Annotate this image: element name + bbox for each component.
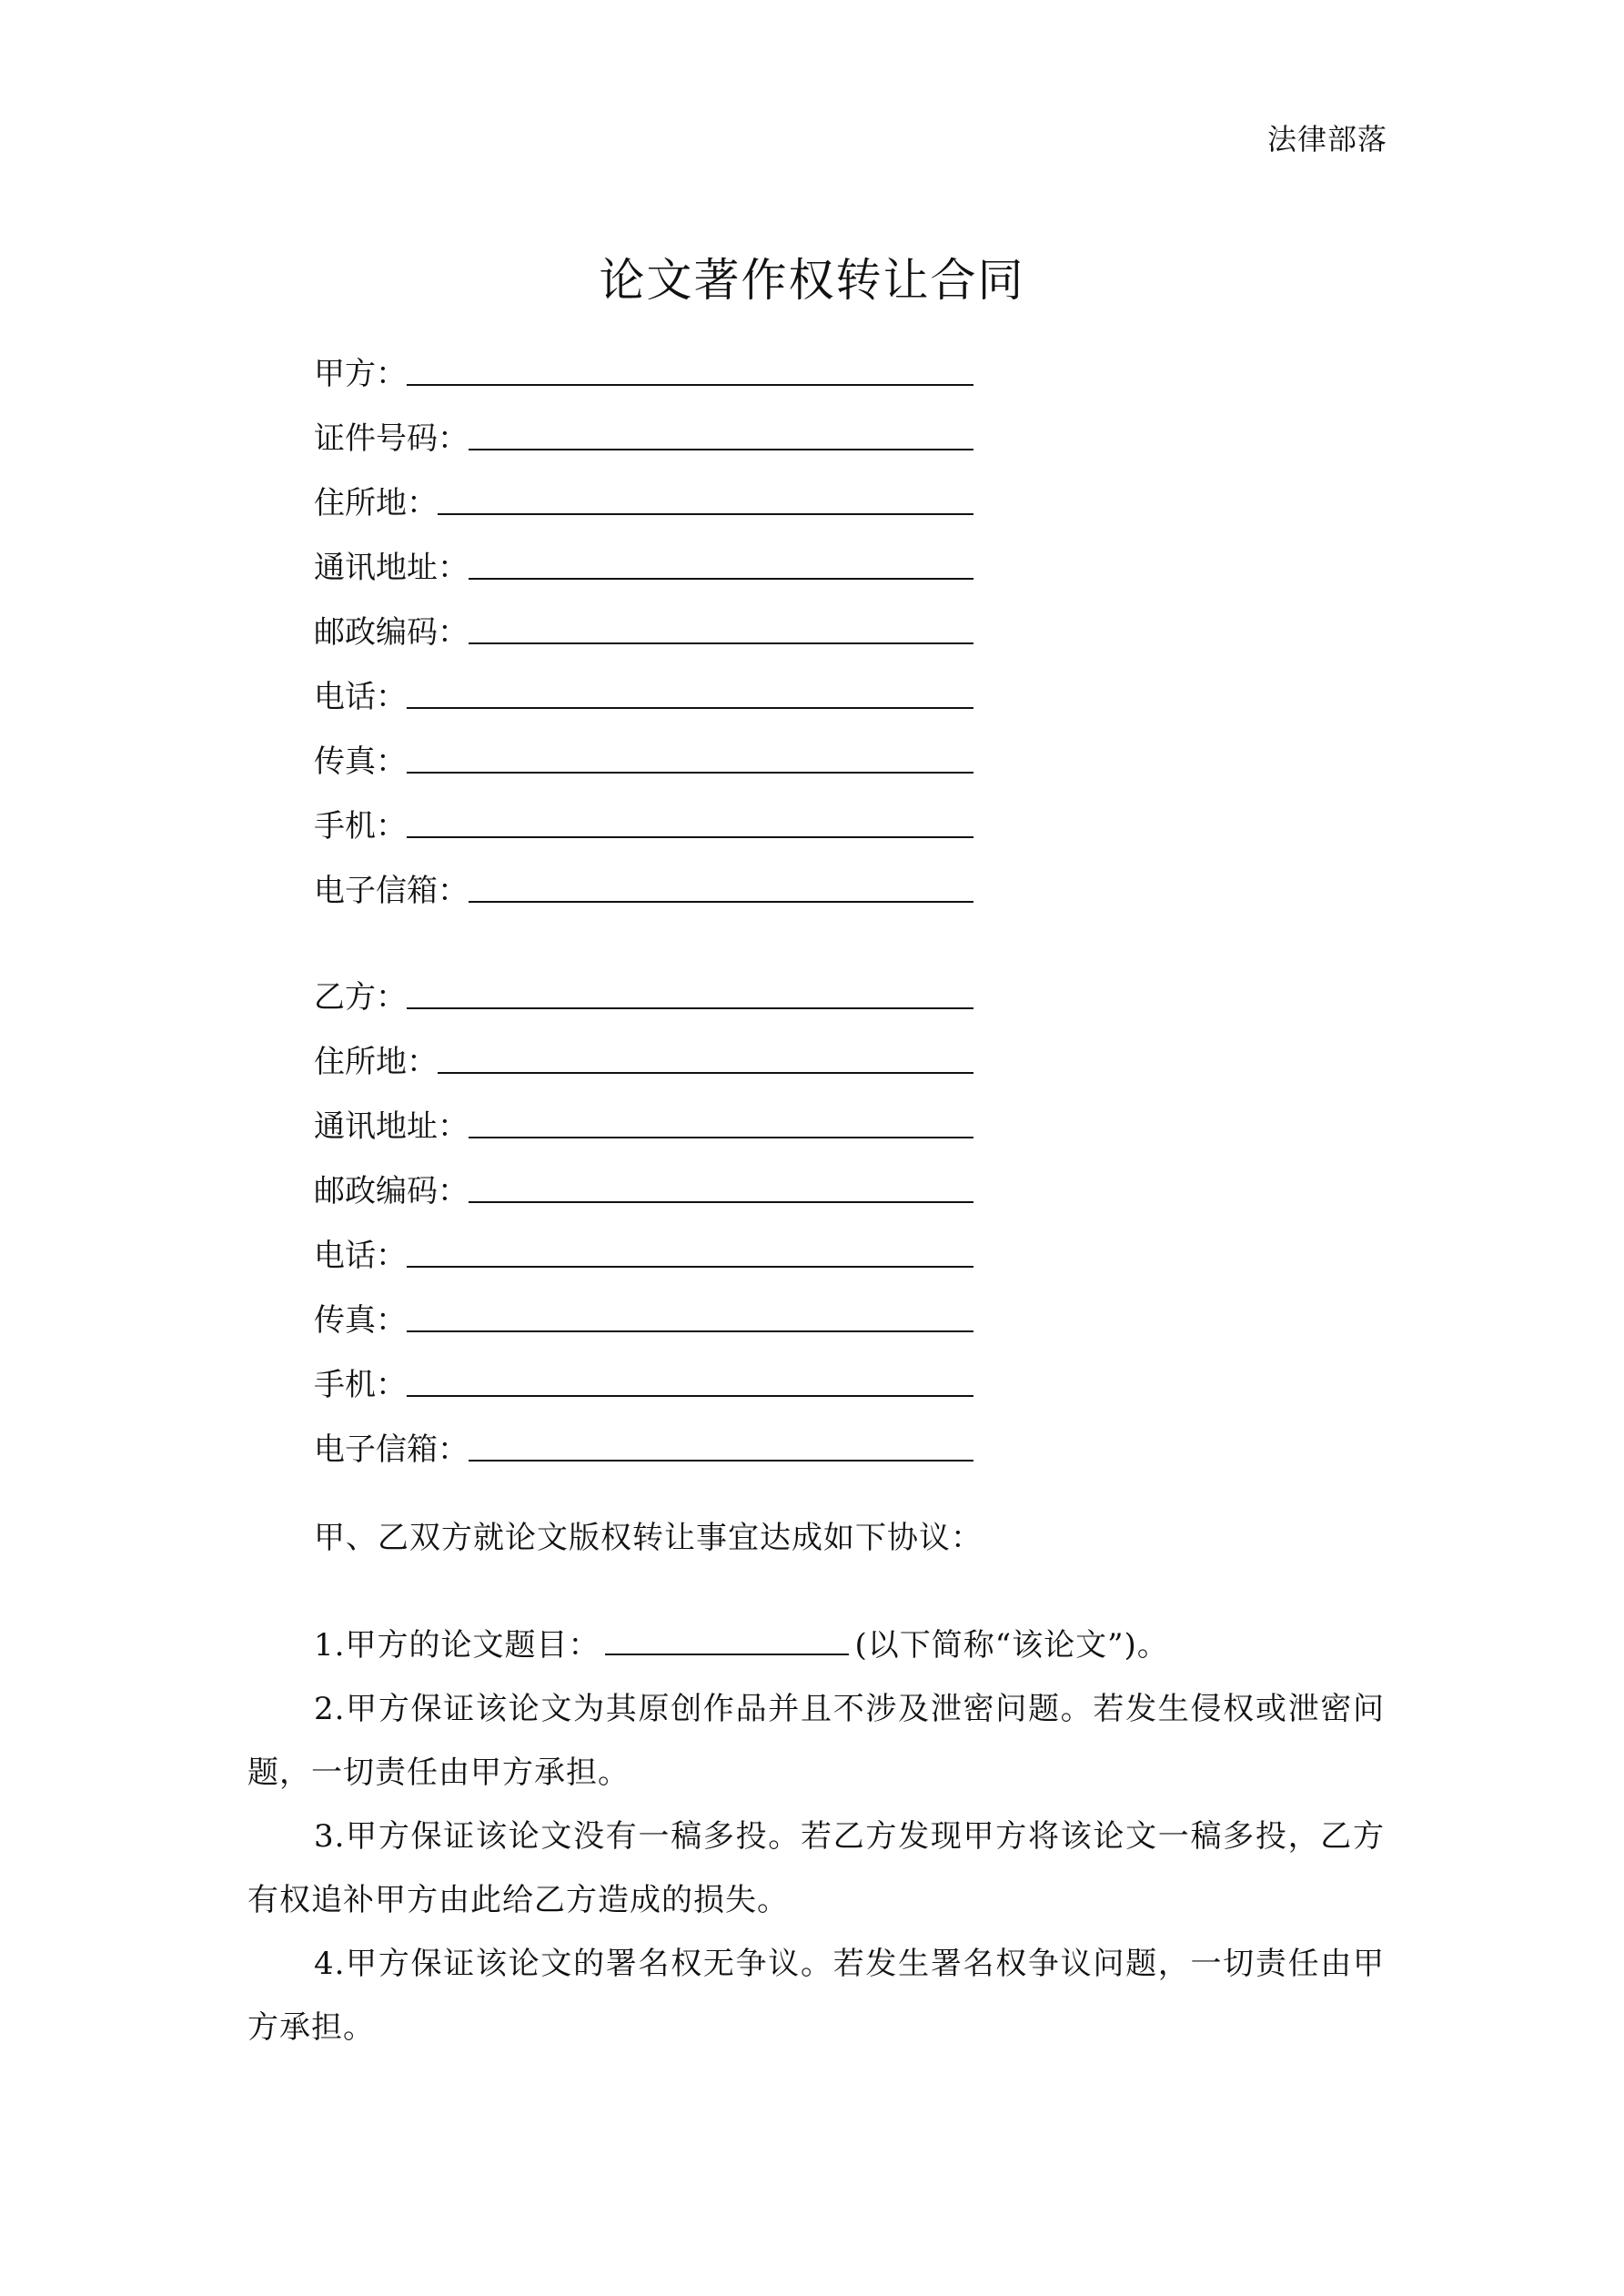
party-b-phone-row	[314, 1209, 973, 1274]
party-b-phone-label: 电话：	[314, 1238, 407, 1274]
party-b-postcode-field[interactable]	[469, 1178, 973, 1203]
party-a-phone-row	[314, 651, 973, 715]
party-a-address-label: 通讯地址：	[314, 550, 469, 586]
party-b-address-label: 通讯地址：	[314, 1108, 469, 1145]
party-b-postcode-label: 邮政编码：	[314, 1173, 469, 1209]
clause-4: 4.甲方保证该论文的署名权无争议。若发生署名权争议问题，一切责任由甲方承担。	[247, 1946, 1385, 2046]
party-b-mobile-label: 手机：	[314, 1367, 407, 1403]
party-a-email-label: 电子信箱：	[314, 873, 469, 909]
party-a-mobile-field[interactable]	[407, 813, 973, 838]
party-a-domicile-field[interactable]	[438, 490, 973, 515]
party-b-address-field[interactable]	[469, 1113, 973, 1138]
thesis-title-field[interactable]	[605, 1630, 849, 1655]
party-b-fax-field[interactable]	[407, 1307, 973, 1332]
agreement-intro: 甲、乙双方就论文版权转让事宜达成如下协议：	[314, 1520, 983, 1556]
party-a-mobile-row	[314, 780, 973, 845]
party-b-email-field[interactable]	[469, 1436, 973, 1462]
party-a-domicile-row	[314, 457, 973, 521]
party-a-phone-field[interactable]	[407, 683, 973, 709]
party-b-address-row	[314, 1080, 973, 1145]
party-b-name-label: 乙方：	[314, 979, 407, 1016]
party-a-fax-label: 传真：	[314, 743, 407, 780]
party-a-postcode-field[interactable]	[469, 619, 973, 644]
party-a-id-row	[314, 392, 973, 457]
party-a-email-row	[314, 845, 973, 909]
party-a-id-field[interactable]	[469, 425, 973, 450]
clauses-section	[247, 1613, 1385, 2059]
party-b-email-label: 电子信箱：	[314, 1431, 469, 1468]
clause-2: 2.甲方保证该论文为其原创作品并且不涉及泄密问题。若发生侵权或泄密问题，一切责任由甲方承担。	[247, 1691, 1385, 1791]
party-a-address-field[interactable]	[469, 554, 973, 580]
party-a-block	[314, 328, 973, 909]
party-a-email-field[interactable]	[469, 877, 973, 903]
party-a-mobile-label: 手机：	[314, 808, 407, 845]
party-b-block	[314, 951, 973, 1468]
party-b-email-row	[314, 1403, 973, 1468]
clause-3: 3.甲方保证该论文没有一稿多投。若乙方发现甲方将该论文一稿多投，乙方有权追补甲方由此给乙方造成的损失。	[247, 1818, 1385, 1918]
party-b-domicile-row	[314, 1016, 973, 1080]
party-b-phone-field[interactable]	[407, 1242, 973, 1268]
party-b-name-field[interactable]	[407, 984, 973, 1009]
party-b-mobile-field[interactable]	[407, 1371, 973, 1397]
party-a-fax-field[interactable]	[407, 748, 973, 774]
party-a-domicile-label: 住所地：	[314, 485, 438, 521]
party-a-name-label: 甲方：	[314, 356, 407, 392]
party-a-id-label: 证件号码：	[314, 420, 469, 457]
party-a-postcode-row	[314, 586, 973, 651]
party-b-mobile-row	[314, 1339, 973, 1403]
clause-1	[247, 1613, 1385, 1677]
party-b-fax-row	[314, 1274, 973, 1339]
party-b-domicile-field[interactable]	[438, 1048, 973, 1074]
party-b-name-row	[314, 951, 973, 1016]
clause-1-suffix: (以下简称“该论文”)。	[854, 1627, 1169, 1664]
party-a-name-row	[314, 328, 973, 392]
party-a-name-field[interactable]	[407, 360, 973, 386]
party-a-address-row	[314, 521, 973, 586]
document-title: 论文著作权转让合同	[599, 254, 1025, 307]
party-b-postcode-row	[314, 1145, 973, 1209]
header-brand: 法律部落	[1266, 122, 1387, 157]
party-a-postcode-label: 邮政编码：	[314, 614, 469, 651]
clause-1-prefix: 1.甲方的论文题目：	[314, 1627, 600, 1664]
party-a-phone-label: 电话：	[314, 679, 407, 715]
party-b-domicile-label: 住所地：	[314, 1044, 438, 1080]
party-b-fax-label: 传真：	[314, 1302, 407, 1339]
party-a-fax-row	[314, 715, 973, 780]
